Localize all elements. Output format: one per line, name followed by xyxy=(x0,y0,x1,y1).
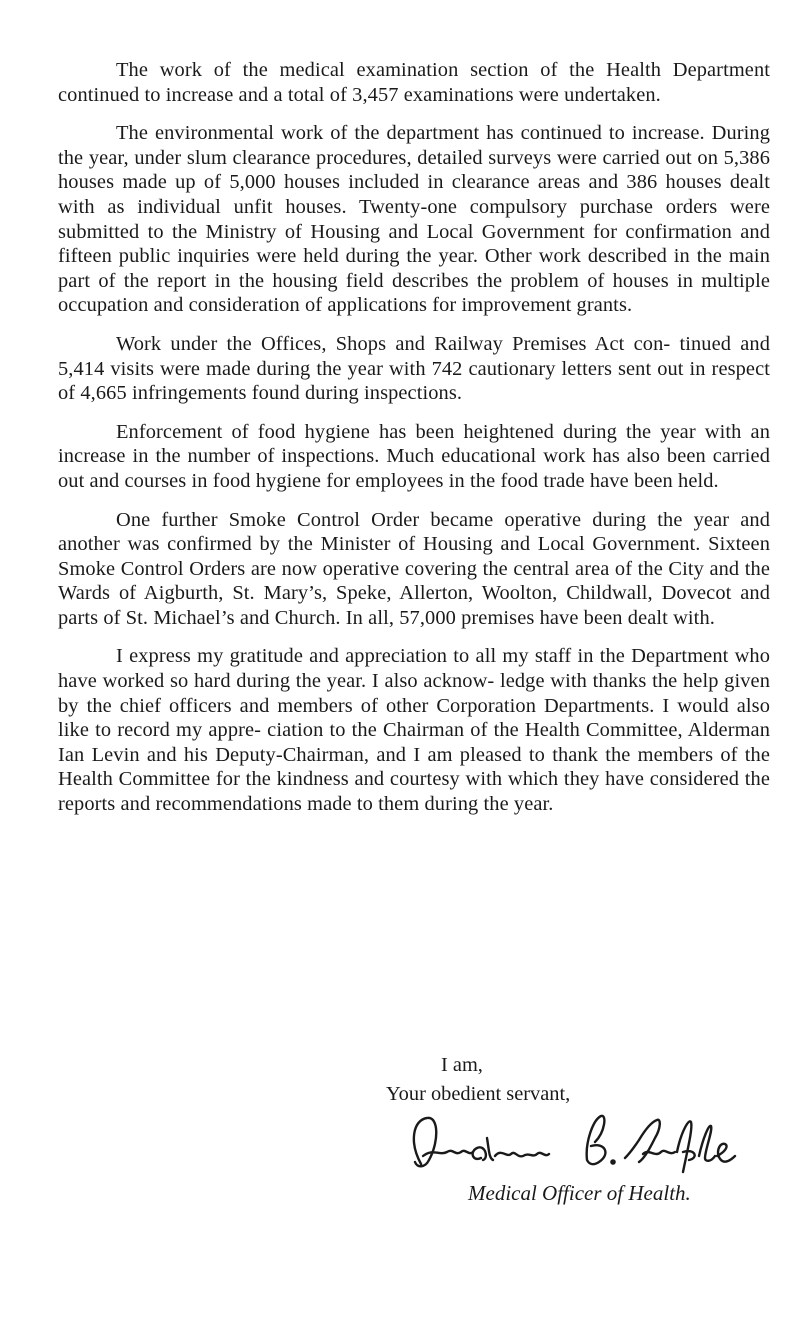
paragraph-smoke-control: One further Smoke Control Order became operative during the year and another was confirmed by the Minister of Housing and Local Government. Sixteen Smoke Control Orders are now operative covering the central area of the City and the Wards of Aigburth, St. Mary’s, Speke, Allerton, Woolton, Childwall, Dovecot and parts of St. Michael’s and Church. In all, 57,000 premises have been dealt with. xyxy=(58,508,770,629)
paragraph-offices-shops-act: Work under the Offices, Shops and Railway Premises Act con- tinued and 5,414 visits were made during the year with 742 cautionary letters sent out in respect of 4,665 infringements found during inspections. xyxy=(58,332,770,405)
paragraph-food-hygiene: Enforcement of food hygiene has been heightened during the year with an increase in the number of inspections. Much educational work has also been carried out and courses in food hygiene for employees in the food trade have been held. xyxy=(58,420,770,492)
closing-line: I am, xyxy=(441,1054,483,1076)
paragraph-acknowledgements: I express my gratitude and appreciation to all my staff in the Department who have worked so hard during the year. I also acknow- ledge with thanks the help given by the chief officers and members of other Corporation Departments. I would also like to record my appre- ciation to the Chairman of the Health Committee, Alderman Ian Levin and his Deputy-Chairman, and I am pleased to thank the members of the Health Committee for the kindness and courtesy with which they have considered the reports and recommendations made to them during the year. xyxy=(58,645,770,816)
letter-body xyxy=(58,58,770,831)
paragraph-medical-examinations: The work of the medical examination section of the Health Department continued to increase and a total of 3,457 examinations were undertaken. xyxy=(58,59,770,106)
signatory-title: Medical Officer of Health. xyxy=(468,1181,691,1205)
servant-line: Your obedient servant, xyxy=(386,1083,571,1105)
paragraph-environmental-work: The environmental work of the department has continued to increase. During the year, under slum clearance procedures, detailed surveys were carried out on 5,386 houses made up of 5,000 houses included in clearance areas and 386 houses dealt with as individual unfit houses. Twenty-one compulsory purchase orders were submitted to the Ministry of Housing and Local Government for confirmation and fifteen public inquiries were held during the year. Other work described in the main part of the report in the housing field describes the problem of houses in multiple occupation and consideration of applications for improvement grants. xyxy=(58,122,770,317)
handwritten-signature xyxy=(399,1112,739,1176)
